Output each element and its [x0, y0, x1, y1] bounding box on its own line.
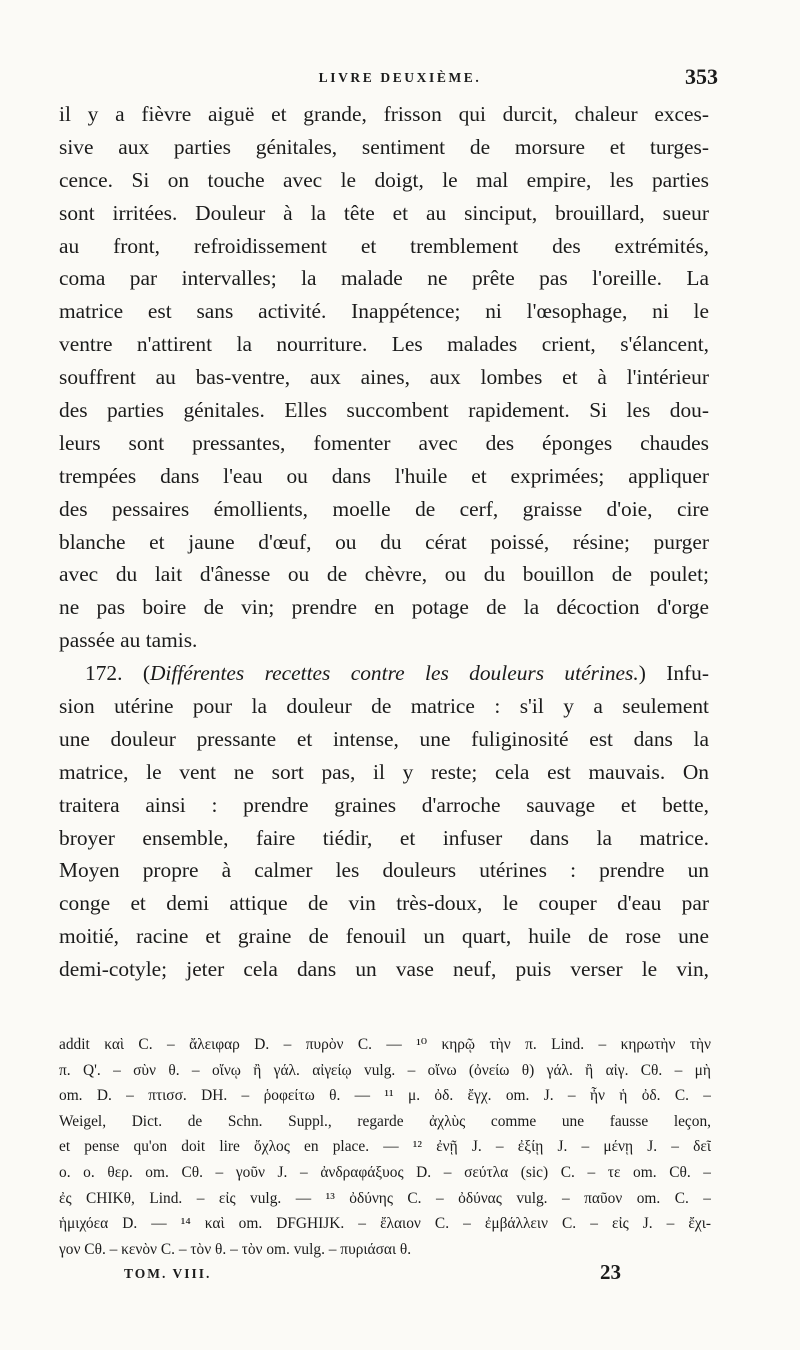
text-line: souffrent au bas-ventre, aux aines, aux lombes et à l'intérieur — [59, 365, 709, 390]
text-line: il y a fièvre aiguë et grande, frisson qui durcit, chaleur exces- — [59, 102, 709, 126]
text-line: Moyen propre à calmer les douleurs utérines : prendre un — [59, 858, 709, 883]
footnote-line: addit καὶ C. – ἄλειφαρ D. – πυρὸν C. — ¹⁰ κηρῷ τὴν π. Lind. – κηρωτὴν τὴν — [59, 1036, 711, 1053]
section-heading-line — [59, 657, 709, 690]
section-heading-tail: ) Infu- — [638, 661, 709, 686]
text-line: sive aux parties génitales, sentiment de morsure et turges- — [59, 134, 709, 159]
text-line: sion utérine pour la douleur de matrice : s'il y a seulement — [59, 694, 709, 719]
footnote-line: ἡμιχόεα D. — ¹⁴ καὶ om. DFGHIJK. – ἔλαιον C. – ἐμβάλλειν C. – εἰς J. – ἔχι- — [59, 1215, 711, 1233]
text-line: sont irritées. Douleur à la tête et au sinciput, brouillard, sueur — [59, 200, 709, 225]
text-line: coma par intervalles; la malade ne prête pas l'oreille. La — [59, 266, 709, 291]
text-line: ne pas boire de vin; prendre en potage de la décoction d'orge — [59, 595, 709, 620]
text-line: conge et demi attique de vin très-doux, le couper d'eau par — [59, 891, 709, 916]
text-line: broyer ensemble, faire tiédir, et infuser dans la matrice. — [59, 825, 709, 850]
paren-open: ( — [122, 661, 150, 686]
section-title: Différentes recettes contre les douleurs utérines. — [149, 661, 639, 686]
text-line: demi-cotyle; jeter cela dans un vase neuf, puis verser le vin, — [59, 957, 709, 982]
text-line: matrice, le vent ne sort pas, il y reste; cela est mauvais. On — [59, 759, 709, 784]
text-line: moitié, racine et graine de fenouil un quart, huile de rose une — [59, 924, 709, 949]
footnote-line: om. D. – πτισσ. DH. – ῥοφείτω θ. — ¹¹ μ. ὀδ. ἔγχ. om. J. – ἦν ἡ ὀδ. C. – — [59, 1087, 711, 1105]
text-line: traitera ainsi : prendre graines d'arroche sauvage et bette, — [59, 792, 709, 817]
footnote-line: ἐς CHIKθ, Lind. – εἰς vulg. — ¹³ ὀδύνης C. – ὀδύνας vulg. – παῦον om. C. – — [59, 1189, 711, 1207]
footnote-line: ο. ο. θερ. om. Cθ. – γοῦν J. – ἀνδραφάξυος D. – σεύτλα (sic) C. – τε om. Cθ. – — [59, 1163, 711, 1181]
text-line: avec du lait d'ânesse ou de chèvre, ou du bouillon de poulet; — [59, 562, 709, 587]
page-footer — [0, 1260, 800, 1290]
text-line: des parties génitales. Elles succombent rapidement. Si les dou- — [59, 398, 709, 423]
footnote-line: et pense qu'on doit lire ὄχλος en place. — ¹² ἐνῇ J. – ἐξίῃ J. – μένῃ J. – δεῖ — [59, 1138, 711, 1156]
text-line: cence. Si on touche avec le doigt, le mal empire, les parties — [59, 167, 709, 192]
text-line: une douleur pressante et intense, une fuliginosité est dans la — [59, 726, 709, 751]
section-number: 172. — [85, 661, 123, 686]
running-title: LIVRE DEUXIÈME. — [318, 70, 482, 85]
text-line: blanche et jaune d'œuf, ou du cérat poissé, résine; purger — [59, 529, 709, 554]
text-line: ventre n'attirent la nourriture. Les malades crient, s'élancent, — [59, 332, 709, 357]
footnote-line: γον Cθ. – κενὸν C. – τὸν θ. – τὸν om. vulg. – πυριάσαι θ. — [59, 1240, 412, 1258]
page-number: 353 — [685, 64, 718, 89]
body-text — [59, 98, 709, 986]
text-line: au front, refroidissement et tremblement des extrémités, — [59, 233, 709, 258]
text-line: leurs sont pressantes, fomenter avec des éponges chaudes — [59, 430, 709, 455]
text-line: passée au tamis. — [59, 628, 198, 653]
text-line: trempées dans l'eau ou dans l'huile et exprimées; appliquer — [59, 463, 709, 488]
running-head — [0, 64, 800, 94]
signature-mark: 23 — [600, 1260, 621, 1284]
text-line: des pessaires émollients, moelle de cerf, graisse d'oie, cire — [59, 496, 709, 521]
footnote-line: π. Q'. – σὺν θ. – οἴνῳ ἢ γάλ. αἰγείῳ vulg. – οἴνω (ὀνείω θ) γάλ. ἢ αἰγ. Cθ. – μὴ — [59, 1061, 711, 1079]
text-line: matrice est sans activité. Inappétence; ni l'œsophage, ni le — [59, 299, 709, 324]
footnotes — [59, 1032, 711, 1262]
tome-label: TOM. VIII. — [124, 1266, 212, 1281]
footnote-line: Weigel, Dict. de Schn. Suppl., regarde ἀχλὺς comme une fausse leçon, — [59, 1112, 711, 1130]
